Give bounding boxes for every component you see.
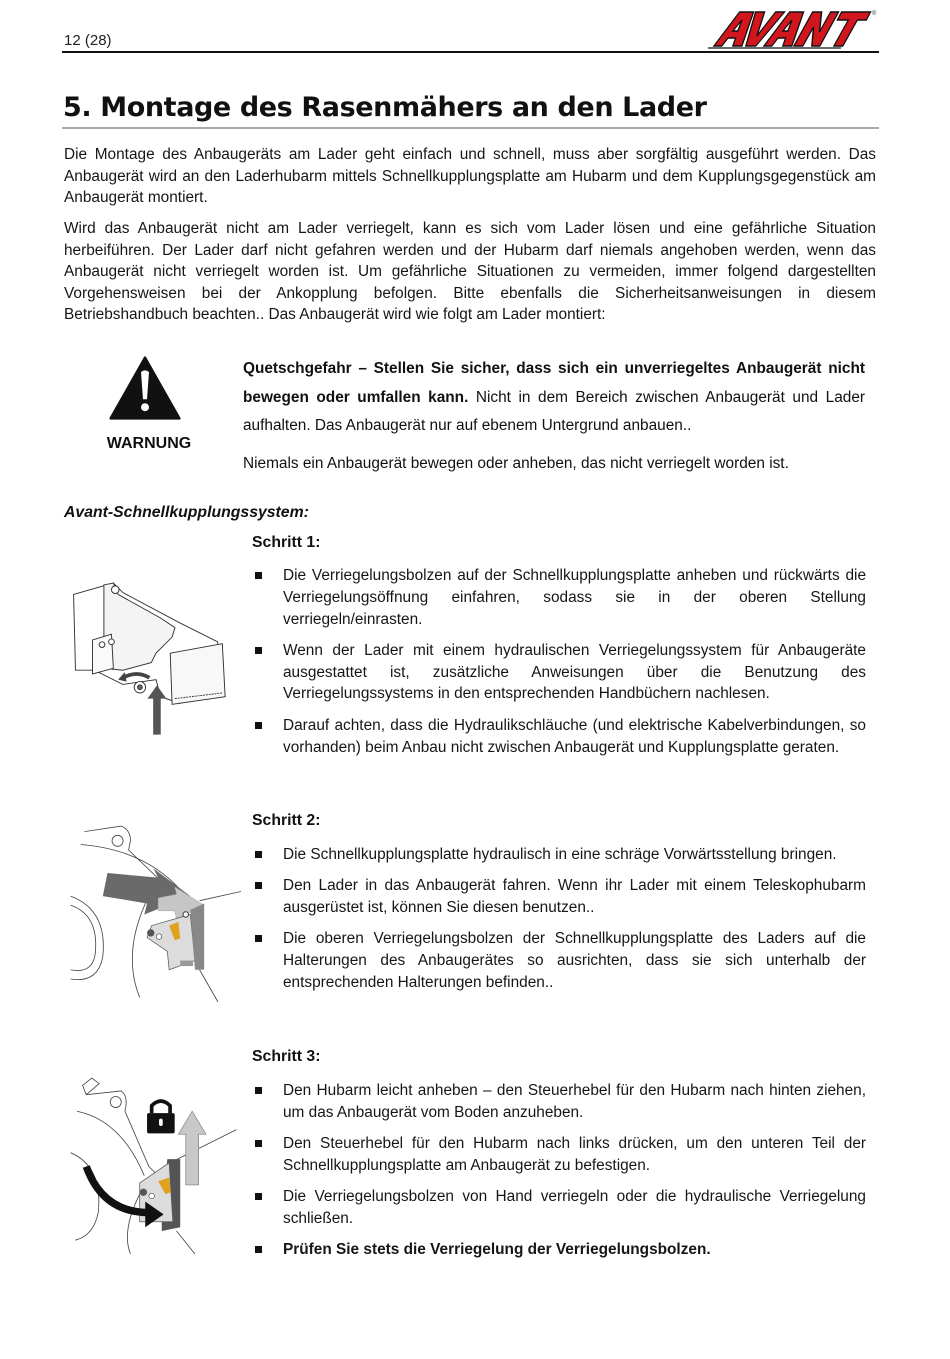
intro-paragraph-1: Die Montage des Anbaugeräts am Lader geht einfach und schnell, muss aber sorgfältig ausgeführt werden. Das Anbaugerät wird an den Laderhubarm mittels Schnellkupplungsplatte am Hubarm und dem Kupplungsgegenstück am Anbaugerät montiert. [64,146,876,207]
step-3-item-2: Den Steuerhebel für den Hubarm nach links drücken, um den unteren Teil der Schnellkupplungsplatte am Anbaugerät zu befestigen. [252,1133,866,1177]
step-1-item-3: Darauf achten, dass die Hydraulikschläuche (und elektrische Kabelverbindungen, so vorhanden) beim Anbau nicht zwischen Anbaugerät und Kupplungsplatte geraten. [252,715,866,759]
bullet-square-icon [255,572,262,579]
step-2-item-2: Den Lader in das Anbaugerät fahren. Wenn ihr Lader mit einem Teleskophubarm ausgerüstet ist, können Sie diesen benutzen.. [252,875,866,919]
warning-triangle-icon [104,356,194,436]
step-1-item-2: Wenn der Lader mit einem hydraulischen Verriegelungssystem für Anbaugeräte ausgestattet ist, zusätzliche Anweisungen über die Benutzung des Verriegelungssystems in den entsprechenden Handbüchern nachlesen. [252,640,866,705]
bullet-square-icon [255,882,262,889]
step-2-list [252,844,866,1003]
step-1-title: Schritt 1: [252,534,321,551]
drive-into-attachment-illustration [66,822,241,1007]
warning-normal-text: Nicht in dem Bereich zwischen Anbaugerät und Lader aufhalten. Das Anbaugerät nur auf ebenem Untergrund anbauen.. [243,388,865,434]
header-rule [62,51,879,53]
step-3-title: Schritt 3: [252,1048,321,1065]
step-3-item-3: Die Verriegelungsbolzen von Hand verriegeln oder die hydraulische Verriegelung schließen. [252,1186,866,1230]
page-number: 12 (28) [64,32,112,49]
bullet-square-icon [255,935,262,942]
warning-label: WARNUNG [106,435,192,452]
bullet-square-icon [255,1140,262,1147]
step-2-title: Schritt 2: [252,812,321,829]
warning-text [243,355,865,441]
step-1-list [252,565,866,768]
bullet-square-icon [255,1087,262,1094]
step-3-item-4: Prüfen Sie stets die Verriegelung der Verriegelungsbolzen. [252,1239,866,1261]
step-2-item-1: Die Schnellkupplungsplatte hydraulisch in eine schräge Vorwärtsstellung bringen. [252,844,866,866]
step-3-item-1: Den Hubarm leicht anheben – den Steuerhebel für den Hubarm nach hinten ziehen, um das Anbaugerät vom Boden anzuheben. [252,1080,866,1124]
svg-text:®: ® [872,11,877,17]
page-title: 5. Montage des Rasenmähers an den Lader [63,92,707,123]
warning-text-2: Niemals ein Anbaugerät bewegen oder anheben, das nicht verriegelt worden ist. [243,455,789,472]
bullet-square-icon [255,647,262,654]
bullet-square-icon [255,1193,262,1200]
bullet-square-icon [255,722,262,729]
title-rule [62,127,879,129]
step-1-item-1: Die Verriegelungsbolzen auf der Schnellkupplungsplatte anheben und rückwärts die Verriegelungsöffnung einfahren, sodass sie in der oberen Stellung verriegeln/einrasten. [252,565,866,630]
warning-bold-text: Quetschgefahr – Stellen Sie sicher, dass sich ein unverriegeltes Anbaugerät nicht bewegen oder umfallen kann. [243,360,865,406]
lift-and-lock-illustration [66,1074,241,1259]
section-label: Avant-Schnellkupplungssystem: [64,504,309,521]
step-3-list [252,1080,866,1271]
intro-paragraph-2: Wird das Anbaugerät nicht am Lader verriegelt, kann es sich vom Lader lösen und eine gefährliche Situation herbeiführen. Der Lader darf nicht gefahren werden und der Hubarm darf niemals angehoben werden, wenn das Anbaugerät nicht verriegelt worden ist. Um gefährliche Situationen zu vermeiden, immer folgend dargestellten Vorgehensweisen bei der Ankopplung befolgen. Bitte ebenfalls die Sicherheitsanweisungen in diesem Betriebshandbuch beachten.. Das Anbaugerät wird wie folgt am Lader montiert: [64,220,876,324]
avant-logo [708,6,880,50]
step-2-item-3: Die oberen Verriegelungsbolzen der Schnellkupplungsplatte des Laders auf die Halterungen des Anbaugerätes so ausrichten, dass sie sich unterhalb der entsprechenden Halterungen befinden.. [252,928,866,993]
bullet-square-icon [255,1246,262,1253]
bullet-square-icon [255,851,262,858]
quick-coupling-plate-lift-pins-illustration [66,566,246,746]
